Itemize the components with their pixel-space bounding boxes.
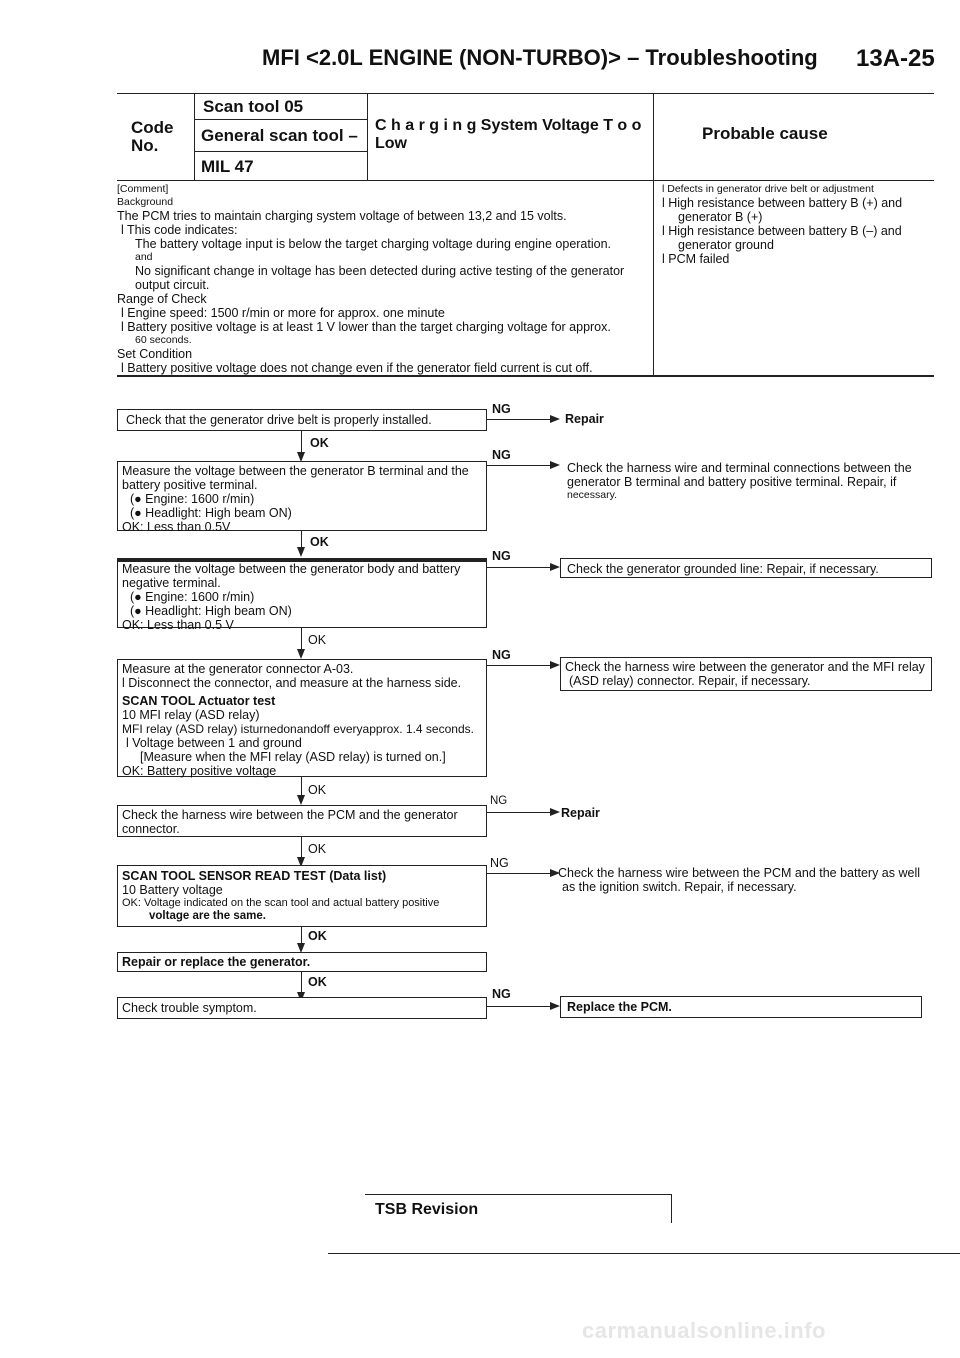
step-text: Check trouble symptom.	[122, 1001, 257, 1015]
step-text: (● Engine: 1600 r/min)	[130, 492, 255, 506]
cause-item: generator B (+)	[678, 210, 763, 224]
arrow-head-icon	[550, 661, 560, 669]
result-text: Check the harness wire and terminal connections between the	[567, 461, 912, 475]
step-text: Measure the voltage between the generator B terminal and the	[122, 464, 469, 478]
step-check-trouble-symptom	[117, 997, 487, 1019]
cause-item: generator ground	[678, 238, 774, 252]
step-measure-ground	[117, 558, 487, 632]
ng-label: NG	[492, 987, 511, 1001]
step-spec: OK: Battery positive voltage	[122, 764, 277, 778]
comment-line: l Engine speed: 1500 r/min or more for approx. one minute	[121, 306, 445, 320]
comment-text	[117, 183, 647, 375]
background-heading: Background	[117, 196, 174, 208]
cause-item: l High resistance between battery B (+) and	[662, 196, 903, 210]
step-check-drive-belt	[117, 409, 487, 431]
arrow-down-icon	[297, 795, 305, 805]
comment-line: No significant change in voltage has been detected during active testing of the generator	[135, 264, 625, 278]
step-measure-b-terminal	[117, 461, 487, 534]
step-text: connector.	[122, 822, 180, 836]
arrow-head-icon	[550, 563, 560, 571]
page-title: MFI <2.0L ENGINE (NON-TURBO)> – Troubleshooting	[262, 45, 818, 70]
ng-result-ground	[560, 558, 932, 578]
ok-label: OK	[308, 842, 327, 856]
range-heading: Range of Check	[117, 292, 207, 306]
cause-item: l Defects in generator drive belt or adjustment	[662, 183, 874, 195]
comment-line: l This code indicates:	[121, 223, 238, 237]
ok-label: OK	[310, 436, 329, 450]
step-spec: OK: Less than 0.5 V	[122, 618, 234, 632]
result-text: Replace the PCM.	[567, 1000, 672, 1014]
tsb-revision-box	[365, 1194, 672, 1223]
set-condition-heading: Set Condition	[117, 347, 193, 361]
step-text: negative terminal.	[122, 576, 221, 590]
ng-label: NG	[492, 549, 511, 563]
step-text: (● Headlight: High beam ON)	[130, 506, 292, 520]
dtc-title-line2: Low	[375, 135, 407, 152]
repair-result: Repair	[565, 412, 604, 426]
step-spec: voltage are the same.	[149, 910, 266, 922]
step-measure-connector	[117, 659, 487, 777]
ok-label: OK	[308, 633, 327, 647]
ng-arrow	[487, 873, 555, 874]
step-heading: SCAN TOOL SENSOR READ TEST (Data list)	[122, 869, 387, 883]
ng-result-replace-pcm	[560, 996, 922, 1018]
tsb-revision-label: TSB Revision	[375, 1201, 479, 1218]
watermark: carmanualsonline.info	[582, 1318, 826, 1343]
step-text: (● Headlight: High beam ON)	[130, 604, 292, 618]
ng-label: NG	[492, 402, 511, 416]
general-scan-tool-code: General scan tool –	[201, 126, 358, 145]
step-text: Check the harness wire between the PCM and the generator	[122, 808, 458, 822]
comment-line: l Battery positive voltage does not change even if the generator field current is cut off.	[121, 361, 593, 375]
ng-arrow	[487, 419, 555, 420]
step-heading: SCAN TOOL Actuator test	[122, 694, 276, 708]
comment-line: The battery voltage input is below the target charging voltage during engine operation.	[135, 237, 612, 251]
mil-code: MIL 47	[201, 157, 254, 176]
step-scan-tool-data-list	[117, 865, 487, 927]
step-text: l Disconnect the connector, and measure at the harness side.	[122, 676, 462, 690]
comment-line: 60 seconds.	[135, 334, 192, 346]
ok-label: OK	[308, 929, 327, 943]
ng-arrow	[487, 1006, 555, 1007]
arrow-down-icon	[297, 649, 305, 659]
ng-arrow	[487, 812, 555, 813]
ok-label: OK	[308, 975, 327, 989]
step-text: battery positive terminal.	[122, 478, 258, 492]
step-text: [Measure when the MFI relay (ASD relay) is turned on.]	[140, 750, 446, 764]
ng-result-battery-wire	[558, 866, 920, 894]
arrow-head-icon	[550, 1002, 560, 1010]
ng-label: NG	[492, 448, 511, 462]
step-text: l Voltage between 1 and ground	[126, 736, 302, 750]
result-text: Check the harness wire between the generator and the MFI relay	[565, 660, 925, 674]
step-text: 10 MFI relay (ASD relay)	[122, 708, 260, 722]
scan-tool-code: Scan tool 05	[203, 97, 304, 116]
arrow-head-icon	[550, 808, 560, 816]
probable-cause-label: Probable cause	[702, 124, 828, 143]
cause-item: l High resistance between battery B (–) and	[662, 224, 902, 238]
ok-label: OK	[310, 535, 329, 549]
no-label: No.	[131, 136, 159, 155]
ok-label: OK	[308, 783, 327, 797]
ng-label: NG	[490, 856, 509, 870]
step-text: MFI relay (ASD relay) isturnedonandoff everyapprox. 1.4 seconds.	[122, 722, 474, 736]
step-spec: OK: Voltage indicated on the scan tool and actual battery positive	[122, 897, 440, 909]
probable-causes	[662, 183, 932, 266]
ng-result-b-terminal	[560, 458, 932, 504]
step-repair-replace-generator	[117, 952, 487, 972]
step-text: (● Engine: 1600 r/min)	[130, 590, 255, 604]
code-table	[117, 93, 934, 181]
result-text: Check the harness wire between the PCM and the battery as well	[558, 866, 920, 880]
comment-line: and	[135, 251, 153, 263]
page-number: 13A-25	[856, 45, 935, 72]
dtc-title: C h a r g i n g System Voltage T o o	[375, 117, 642, 134]
comment-heading: [Comment]	[117, 183, 169, 195]
result-text: generator B terminal and battery positive terminal. Repair, if	[567, 475, 897, 489]
repair-result: Repair	[561, 806, 600, 820]
step-spec: OK: Less than 0.5V	[122, 520, 231, 534]
result-text: as the ignition switch. Repair, if necessary.	[562, 880, 797, 894]
ng-label: NG	[490, 795, 508, 807]
step-text: Repair or replace the generator.	[122, 955, 311, 969]
ng-arrow	[487, 465, 555, 466]
step-text: Measure at the generator connector A-03.	[122, 662, 354, 676]
ng-arrow	[487, 567, 555, 568]
step-text: Measure the voltage between the generator body and battery	[122, 562, 461, 576]
ng-result-asd-relay	[560, 657, 932, 691]
ng-arrow	[487, 665, 555, 666]
result-text: (ASD relay) connector. Repair, if necessary.	[569, 674, 811, 688]
step-text: Check that the generator drive belt is properly installed.	[126, 413, 432, 427]
arrow-down-icon	[297, 547, 305, 557]
arrow-head-icon	[550, 461, 560, 469]
comment-line: l Battery positive voltage is at least 1 V lower than the target charging voltage for approx.	[121, 320, 611, 334]
result-text: Check the generator grounded line: Repair, if necessary.	[567, 562, 879, 576]
arrow-head-icon	[550, 415, 560, 423]
result-text: necessary.	[567, 489, 617, 501]
comment-line: output circuit.	[135, 278, 210, 292]
step-text: 10 Battery voltage	[122, 883, 223, 897]
ng-label: NG	[492, 648, 511, 662]
footer-rule	[328, 1253, 960, 1254]
comment-line: The PCM tries to maintain charging system voltage of between 13,2 and 15 volts.	[117, 209, 567, 223]
code-label: Code	[131, 118, 174, 137]
cause-item: l PCM failed	[662, 252, 730, 266]
step-check-pcm-generator-wire	[117, 805, 487, 837]
